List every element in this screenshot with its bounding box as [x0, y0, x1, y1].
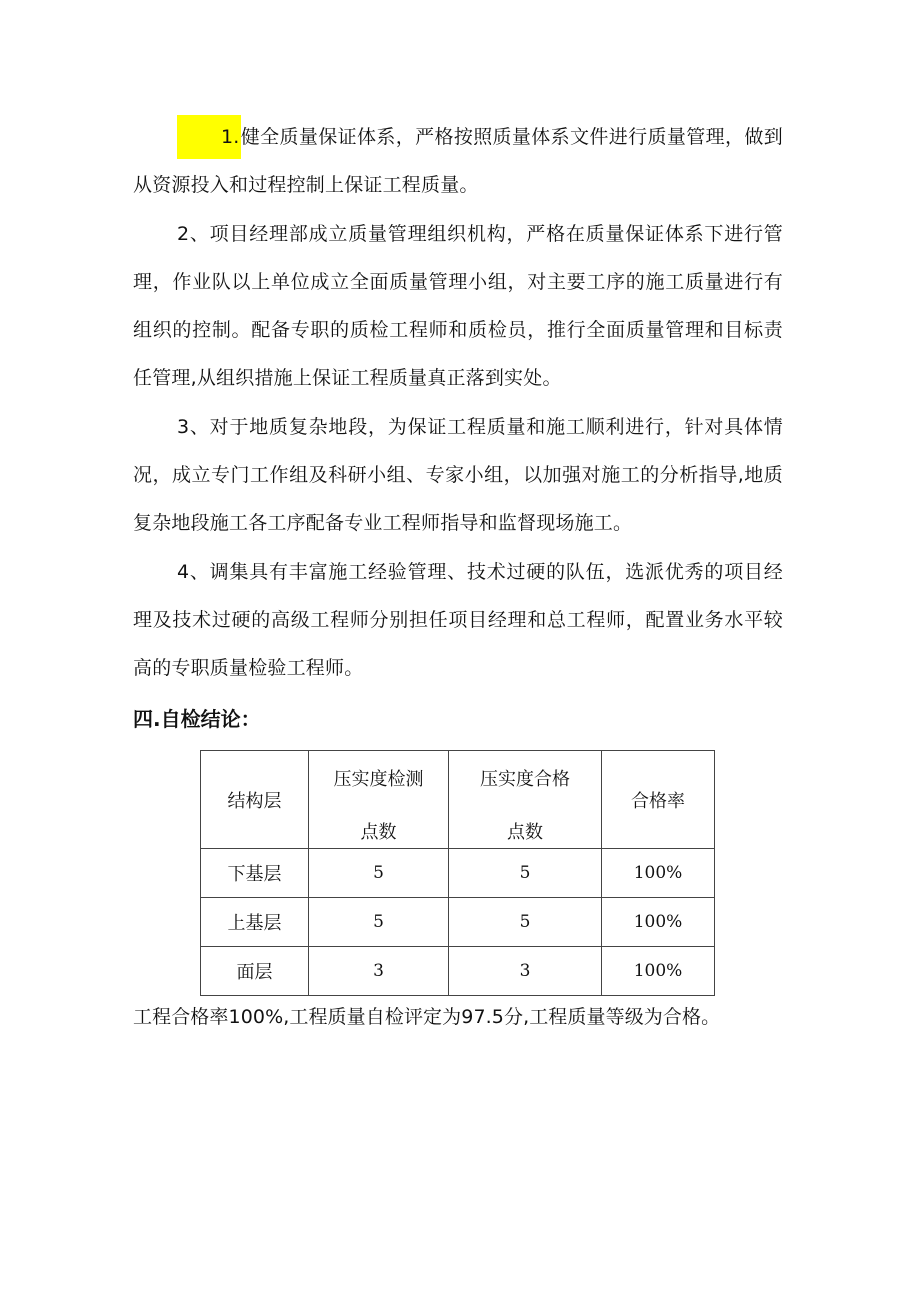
cell-rate: 100%	[602, 898, 715, 947]
cell-layer: 面层	[201, 947, 309, 996]
header-tested-points-line2: 点数	[360, 822, 397, 843]
paragraph-3: 3、对于地质复杂地段，为保证工程质量和施工顺利进行，针对具体情况，成立专门工作组及科研小组、专家小组，以加强对施工的分析指导,地质复杂地段施工各工序配备专业工程师指导和监督现场施工。	[133, 416, 783, 534]
self-check-table	[200, 750, 715, 996]
header-passed-points-line1: 压实度合格	[480, 769, 570, 790]
paragraph-1	[133, 113, 783, 209]
cell-tested: 3	[309, 947, 449, 996]
section-title: 四.自检结论：	[133, 707, 261, 731]
cell-tested: 5	[309, 898, 449, 947]
header-pass-rate: 合格率	[602, 751, 715, 849]
table-header-row	[201, 751, 715, 849]
header-passed-points-line2: 点数	[507, 822, 543, 843]
table-row	[201, 947, 715, 996]
cell-layer: 上基层	[201, 898, 309, 947]
cell-layer: 下基层	[201, 849, 309, 898]
highlighted-number: 1.	[177, 115, 241, 159]
cell-rate: 100%	[602, 849, 715, 898]
header-passed-points	[449, 751, 602, 849]
header-structure-layer: 结构层	[201, 751, 309, 849]
table-row	[201, 849, 715, 898]
cell-passed: 5	[449, 898, 602, 947]
paragraph-4: 4、调集具有丰富施工经验管理、技术过硬的队伍，选派优秀的项目经理及技术过硬的高级工程师分别担任项目经理和总工程师，配置业务水平较高的专职质量检验工程师。	[133, 561, 783, 679]
cell-passed: 3	[449, 947, 602, 996]
paragraph-1-text: 健全质量保证体系，严格按照质量体系文件进行质量管理，做到从资源投入和过程控制上保证工程质量。	[133, 126, 783, 196]
table-row	[201, 898, 715, 947]
conclusion-text: 工程合格率100%,工程质量自检评定为97.5分,工程质量等级为合格。	[133, 1006, 721, 1028]
cell-passed: 5	[449, 849, 602, 898]
cell-tested: 5	[309, 849, 449, 898]
paragraph-2: 2、项目经理部成立质量管理组织机构，严格在质量保证体系下进行管理，作业队以上单位成立全面质量管理小组，对主要工序的施工质量进行有组织的控制。配备专职的质检工程师和质检员，推行全面质量管理和目标责任管理,从组织措施上保证工程质量真正落到实处。	[133, 223, 783, 389]
cell-rate: 100%	[602, 947, 715, 996]
header-tested-points	[309, 751, 449, 849]
header-tested-points-line1: 压实度检测	[333, 769, 424, 790]
